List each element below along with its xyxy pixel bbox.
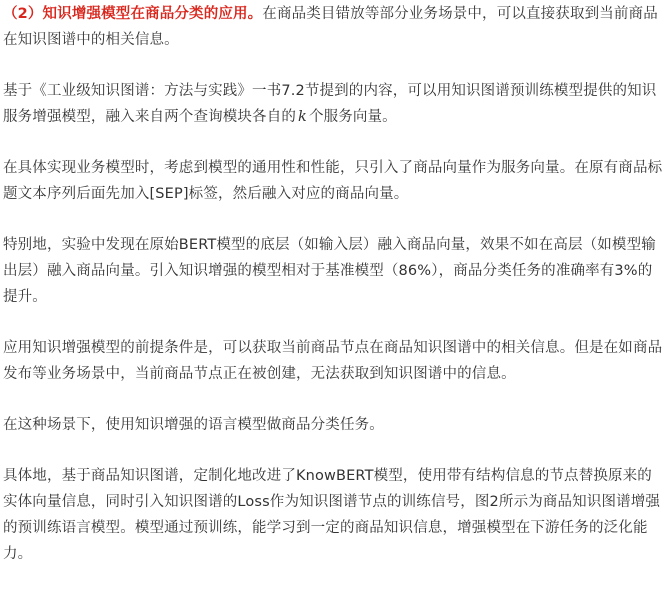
paragraph-knowbert: 具体地，基于商品知识图谱，定制化地改进了KnowBERT模型，使用带有结构信息的节点替换原来的实体向量信息，同时引入知识图谱的Loss作为知识图谱节点的训练信号，图2所示为商品知识图谱增强的预训练语言模型。模型通过预训练，能学习到一定的商品知识信息，增强模型在下游任务的泛化能力。 (3, 468, 661, 562)
paragraph-text: 在商品类目错放等部分业务场景中，可以直接获取到当前商品在知识图谱中的相关信息。 (3, 6, 658, 48)
section-heading: （2）知识增强模型在商品分类的应用。 (3, 6, 263, 22)
paragraph-text: 基于《工业级知识图谱：方法与实践》一书7.2节提到的内容，可以用知识图谱预训练模型提供的知识服务增强模型，融入来自两个查询模块各自的 (3, 83, 657, 125)
paragraph-text: 个服务向量。 (308, 109, 397, 125)
paragraph-precondition: 应用知识增强模型的前提条件是，可以获取当前商品节点在商品知识图谱中的相关信息。但是在如商品发布等业务场景中，当前商品节点正在被创建，无法获取到知识图谱中的信息。 (3, 340, 663, 382)
paragraph-implementation: 在具体实现业务模型时，考虑到模型的通用性和性能，只引入了商品向量作为服务向量。在原有商品标题文本序列后面先加入[SEP]标签，然后融入对应的商品向量。 (3, 160, 663, 202)
paragraph-experiment: 特别地，实验中发现在原始BERT模型的底层（如输入层）融入商品向量，效果不如在高层（如模型输出层）融入商品向量。引入知识增强的模型相对于基准模型（86%），商品分类任务的准确率有3%的提升。 (3, 237, 656, 305)
paragraph-section-heading (3, 0, 664, 53)
paragraph-knowledge-service (3, 78, 664, 130)
math-variable: k (298, 109, 307, 125)
paragraph-scenario: 在这种场景下，使用知识增强的语言模型做商品分类任务。 (3, 417, 384, 433)
